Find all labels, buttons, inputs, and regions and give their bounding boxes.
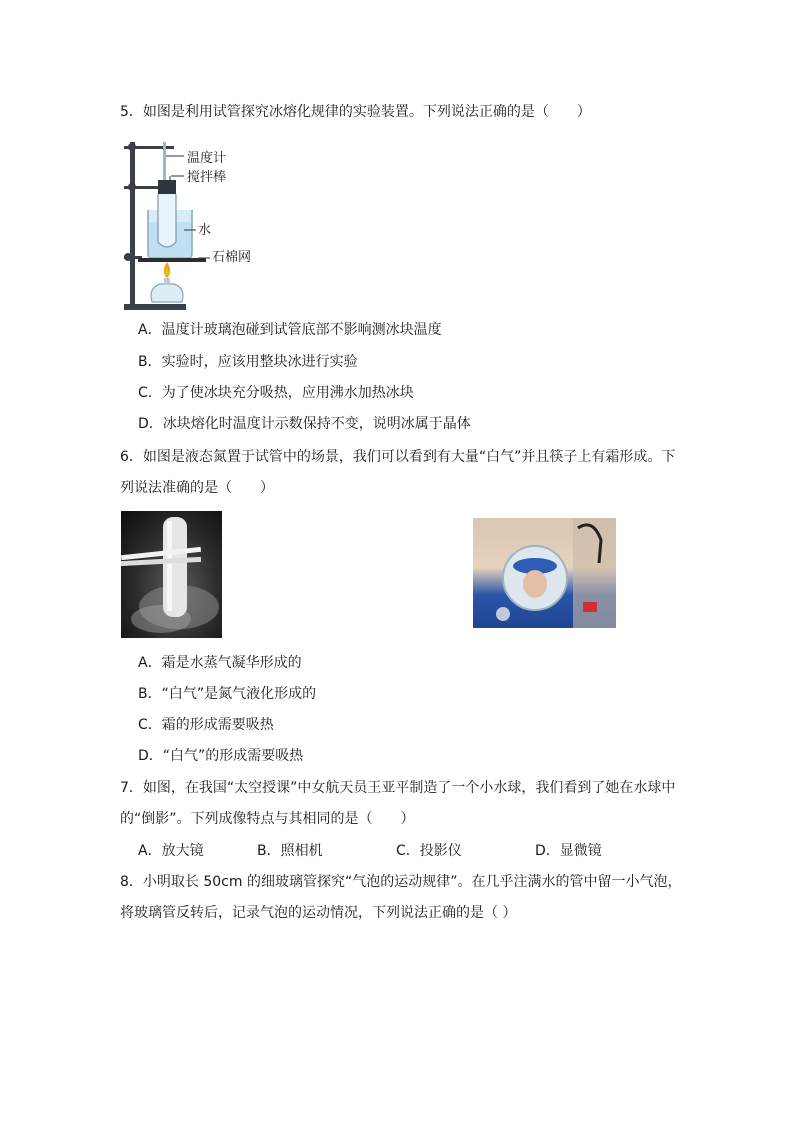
label-gauze: 石棉网 [212,250,252,265]
q6-option-d: D．“白气”的形成需要吸热 [138,748,304,764]
q7-stem-line2: 的“倒影”。下列成像特点与其相同的是（ ） [120,811,415,827]
alcohol-lamp [151,284,183,302]
q7-option-d: D．显微镜 [535,843,602,859]
q6-stem-line2: 列说法准确的是（ ） [120,480,274,496]
asbestos-gauze [138,258,206,262]
q5-option-d: D．冰块熔化时温度计示数保持不变，说明冰属于晶体 [138,416,471,432]
q6-option-a: A．霜是水蒸气凝华形成的 [138,655,302,671]
stand-rod [130,142,135,306]
test-tube-image [163,517,187,617]
q5-option-c: C．为了使冰块充分吸热，应用沸水加热冰块 [138,385,414,401]
q7-option-c: C．投影仪 [396,843,462,859]
label-stirrer: 搅拌棒 [187,170,227,185]
q6-stem-line1: 6．如图是液态氮置于试管中的场景，我们可以看到有大量“白气”并且筷子上有霜形成。下 [120,449,676,465]
q6-option-c: C．霜的形成需要吸热 [138,717,274,733]
water-ball-reflection-photo [473,518,616,628]
q8-stem-line1: 8．小明取长 50cm 的细玻璃管探究“气泡的运动规律”。在几乎注满水的管中留一小气泡， [120,874,682,890]
test-tube [158,194,176,247]
label-water: 水 [198,223,212,238]
liquid-nitrogen-tube-photo [121,511,222,638]
q5-option-a: A．温度计玻璃泡碰到试管底部不影响测冰块温度 [138,322,442,338]
q5-option-b: B．实验时，应该用整块冰进行实验 [138,354,358,370]
q7-option-a: A．放大镜 [138,843,204,859]
q7-option-b: B．照相机 [257,843,323,859]
q5-stem: 5．如图是利用试管探究冰熔化规律的实验装置。下列说法正确的是（ ） [120,104,591,120]
label-thermometer: 温度计 [187,151,227,166]
q6-option-b: B．“白气”是氮气液化形成的 [138,686,317,702]
q7-stem-line1: 7．如图，在我国“太空授课”中女航天员王亚平制造了一个小水球，我们看到了她在水球中 [120,780,676,796]
q8-stem-line2: 将玻璃管反转后，记录气泡的运动情况，下列说法正确的是（ ） [120,905,517,921]
